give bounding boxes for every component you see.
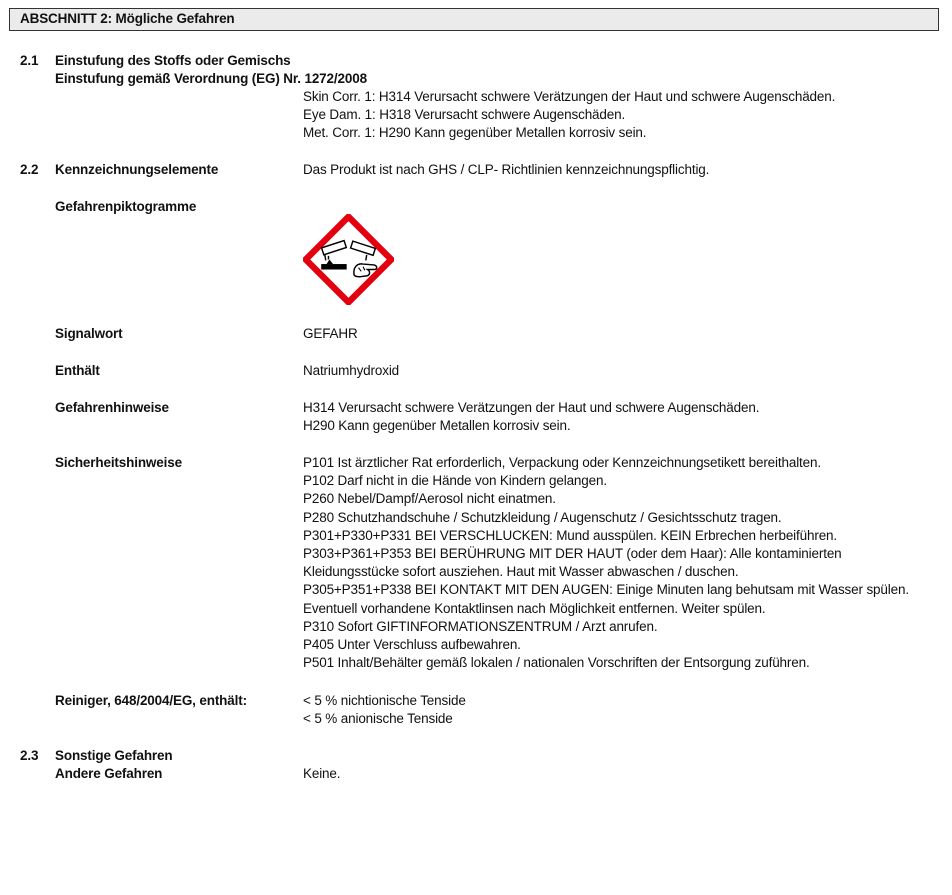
label-contains: Enthält — [55, 363, 100, 378]
classification-line: Skin Corr. 1: H314 Verursacht schwere Verätzungen der Haut und schwere Augenschäden. — [303, 89, 836, 104]
precautionary-statements — [303, 454, 909, 672]
cleaner-line: < 5 % nichtionische Tenside — [303, 693, 466, 708]
classification-line: Eye Dam. 1: H318 Verursacht schwere Augenschäden. — [303, 107, 626, 123]
precaution-line: P280 Schutzhandschuhe / Schutzkleidung / Augenschutz / Gesichtsschutz tragen. — [303, 509, 782, 525]
precaution-line: P310 Sofort GIFTINFORMATIONSZENTRUM / Arzt anrufen. — [303, 618, 658, 634]
hazard-line: H314 Verursacht schwere Verätzungen der Haut und schwere Augenschäden. — [303, 400, 760, 415]
label-labelling-elements: Kennzeichnungselemente — [55, 162, 219, 177]
precaution-line: P303+P361+P353 BEI BERÜHRUNG MIT DER HAUT (oder dem Haar): Alle kontaminierten — [303, 546, 842, 562]
precaution-line: Eventuell vorhandene Kontaktlinsen nach Möglichkeit entfernen. Weiter spülen. — [303, 600, 766, 616]
cleaner-contents — [303, 692, 466, 728]
classification-line: Met. Corr. 1: H290 Kann gegenüber Metallen korrosiv sein. — [303, 125, 647, 141]
precaution-line: P501 Inhalt/Behälter gemäß lokalen / nationalen Vorschriften der Entsorgung zuführen. — [303, 655, 810, 671]
section-number: 2.1 — [20, 53, 39, 68]
section-subtitle: Einstufung gemäß Verordnung (EG) Nr. 1272/2008 — [55, 71, 367, 87]
precaution-line: P102 Darf nicht in die Hände von Kindern gelangen. — [303, 473, 607, 489]
cleaner-line: < 5 % anionische Tenside — [303, 711, 453, 727]
label-hazard-statements: Gefahrenhinweise — [55, 400, 169, 415]
label-pictograms: Gefahrenpiktogramme — [55, 199, 197, 214]
precaution-line: P305+P351+P338 BEI KONTAKT MIT DEN AUGEN: Einige Minuten lang behutsam mit Wasser spülen. — [303, 582, 909, 598]
label-other-hazards: Andere Gefahren — [55, 766, 163, 782]
precaution-line: Kleidungsstücke sofort ausziehen. Haut mit Wasser abwaschen / duschen. — [303, 564, 739, 580]
label-signal-word: Signalwort — [55, 326, 123, 341]
hazard-statements — [303, 399, 759, 435]
section-header: ABSCHNITT 2: Mögliche Gefahren — [9, 8, 939, 31]
label-cleaner-contents: Reiniger, 648/2004/EG, enthält: — [55, 693, 247, 708]
section-number: 2.2 — [20, 162, 39, 177]
section-title: Einstufung des Stoffs oder Gemischs — [55, 53, 291, 68]
precaution-line: P101 Ist ärztlicher Rat erforderlich, Verpackung oder Kennzeichnungsetikett bereithalten. — [303, 455, 821, 470]
value-signal-word: GEFAHR — [303, 326, 358, 341]
section-heading — [55, 52, 367, 88]
value-other-hazards: Keine. — [303, 766, 341, 781]
precaution-line: P405 Unter Verschluss aufbewahren. — [303, 637, 521, 653]
hazard-line: H290 Kann gegenüber Metallen korrosiv sein. — [303, 418, 571, 434]
section-number: 2.3 — [20, 748, 39, 763]
precaution-line: P260 Nebel/Dampf/Aerosol nicht einatmen. — [303, 491, 556, 507]
classification-list — [303, 88, 835, 143]
section-title: Sonstige Gefahren — [55, 748, 173, 763]
value-labelling-elements: Das Produkt ist nach GHS / CLP- Richtlinien kennzeichnungspflichtig. — [303, 162, 710, 177]
ghs05-corrosion-icon — [303, 214, 394, 305]
label-precautionary-statements: Sicherheitshinweise — [55, 455, 182, 470]
section-heading — [55, 747, 172, 783]
precaution-line: P301+P330+P331 BEI VERSCHLUCKEN: Mund ausspülen. KEIN Erbrechen herbeiführen. — [303, 527, 838, 543]
value-contains: Natriumhydroxid — [303, 363, 400, 378]
